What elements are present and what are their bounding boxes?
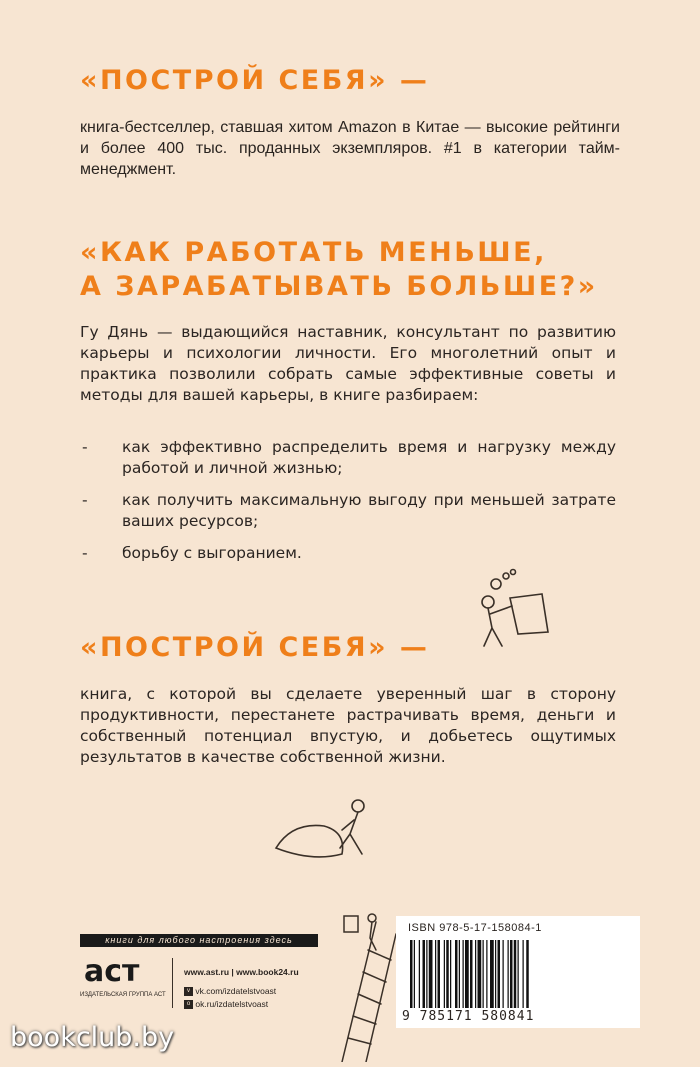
barcode-bar	[459, 940, 460, 1008]
barcode-bar	[444, 940, 445, 1008]
barcode-bar	[523, 940, 524, 1008]
barcode-bar	[438, 940, 441, 1008]
bullet-item: - как эффективно распределить время и нагрузку между работой и личной жизнью;	[80, 437, 616, 479]
barcode-bar	[414, 940, 415, 1008]
barcode-bar	[450, 940, 451, 1008]
barcode-bar	[495, 940, 496, 1008]
barcode	[410, 940, 626, 1008]
publisher-logo	[80, 956, 166, 1000]
tagline-banner: книги для любого настроения здесь	[80, 934, 318, 947]
isbn-text: ISBN 978-5-17-158084-1	[408, 922, 542, 934]
illustration-ladder	[336, 912, 402, 1062]
barcode-bar	[423, 940, 426, 1008]
divider	[172, 958, 173, 1008]
ok-icon: o	[184, 1000, 193, 1009]
section1-text: книга-бестселлер, ставшая хитом Amazon в Китае — высокие рейтинги и более 400 тыс. проданных экземпляров. #1 в категории тайм-менеджмент.	[80, 119, 620, 178]
bullet-item: - борьбу с выгоранием.	[80, 543, 616, 564]
barcode-bar	[455, 940, 458, 1008]
publisher-logo-text: аст	[84, 954, 140, 989]
vk-link[interactable]: vk.com/izdatelstvoast	[195, 986, 277, 996]
section2-heading-line1: «КАК РАБОТАТЬ МЕНЬШЕ,	[80, 237, 547, 268]
barcode-bar	[410, 940, 413, 1008]
vk-row	[184, 986, 276, 996]
illustration-person-bucket	[466, 562, 576, 662]
section3-text: книга, с которой вы сделаете уверенный шаг в сторону продуктивности, перестанете растрачивать время, деньги и собственный потенциал впустую, и добьетесь ощутимых результатов в качестве собственной жизни.	[80, 685, 616, 766]
watermark: bookclub.by	[10, 1022, 175, 1053]
barcode-bar	[486, 940, 487, 1008]
barcode-bar	[426, 940, 427, 1008]
barcode-bar	[470, 940, 473, 1008]
bullet-item: - как получить максимальную выгоду при меньшей затрате ваших ресурсов;	[80, 490, 616, 532]
barcode-bar	[463, 940, 464, 1008]
illustration-person-rock	[272, 796, 392, 866]
site-links: www.ast.ru | www.book24.ru	[184, 967, 299, 977]
barcode-bar	[526, 940, 529, 1008]
barcode-bar	[446, 940, 449, 1008]
barcode-bar	[483, 940, 484, 1008]
section3-heading: «ПОСТРОЙ СЕБЯ» —	[80, 632, 430, 663]
barcode-bar	[419, 940, 420, 1008]
section1-heading: «ПОСТРОЙ СЕБЯ» —	[80, 65, 430, 96]
barcode-bar	[435, 940, 436, 1008]
ok-row	[184, 999, 268, 1009]
section2-heading-line2: А ЗАРАБАТЫВАТЬ БОЛЬШЕ?»	[80, 271, 598, 302]
ok-link[interactable]: ok.ru/izdatelstvoast	[195, 999, 269, 1009]
barcode-digits: 9 785171 580841	[402, 1009, 535, 1024]
isbn-barcode-box	[396, 916, 640, 1028]
barcode-bar	[518, 940, 519, 1008]
section2-bullet-list	[80, 437, 616, 575]
barcode-bar	[475, 940, 476, 1008]
barcode-bar	[429, 940, 433, 1008]
barcode-bar	[510, 940, 513, 1008]
publisher-subtitle: ИЗДАТЕЛЬСКАЯ ГРУППА АСТ	[80, 992, 166, 998]
vk-icon: v	[184, 987, 193, 996]
section2-intro: Гу Дянь — выдающийся наставник, консультант по развитию карьеры и психологии личности. Его многолетний опыт и практика позволили собрать самые эффективные советы и методы для вашей карьеры, в книге разбираем:	[80, 323, 616, 404]
barcode-bar	[490, 940, 494, 1008]
barcode-bar	[503, 940, 504, 1008]
barcode-bar	[514, 940, 517, 1008]
barcode-bar	[498, 940, 501, 1008]
barcode-bar	[478, 940, 482, 1008]
barcode-bar	[508, 940, 509, 1008]
barcode-bar	[465, 940, 469, 1008]
